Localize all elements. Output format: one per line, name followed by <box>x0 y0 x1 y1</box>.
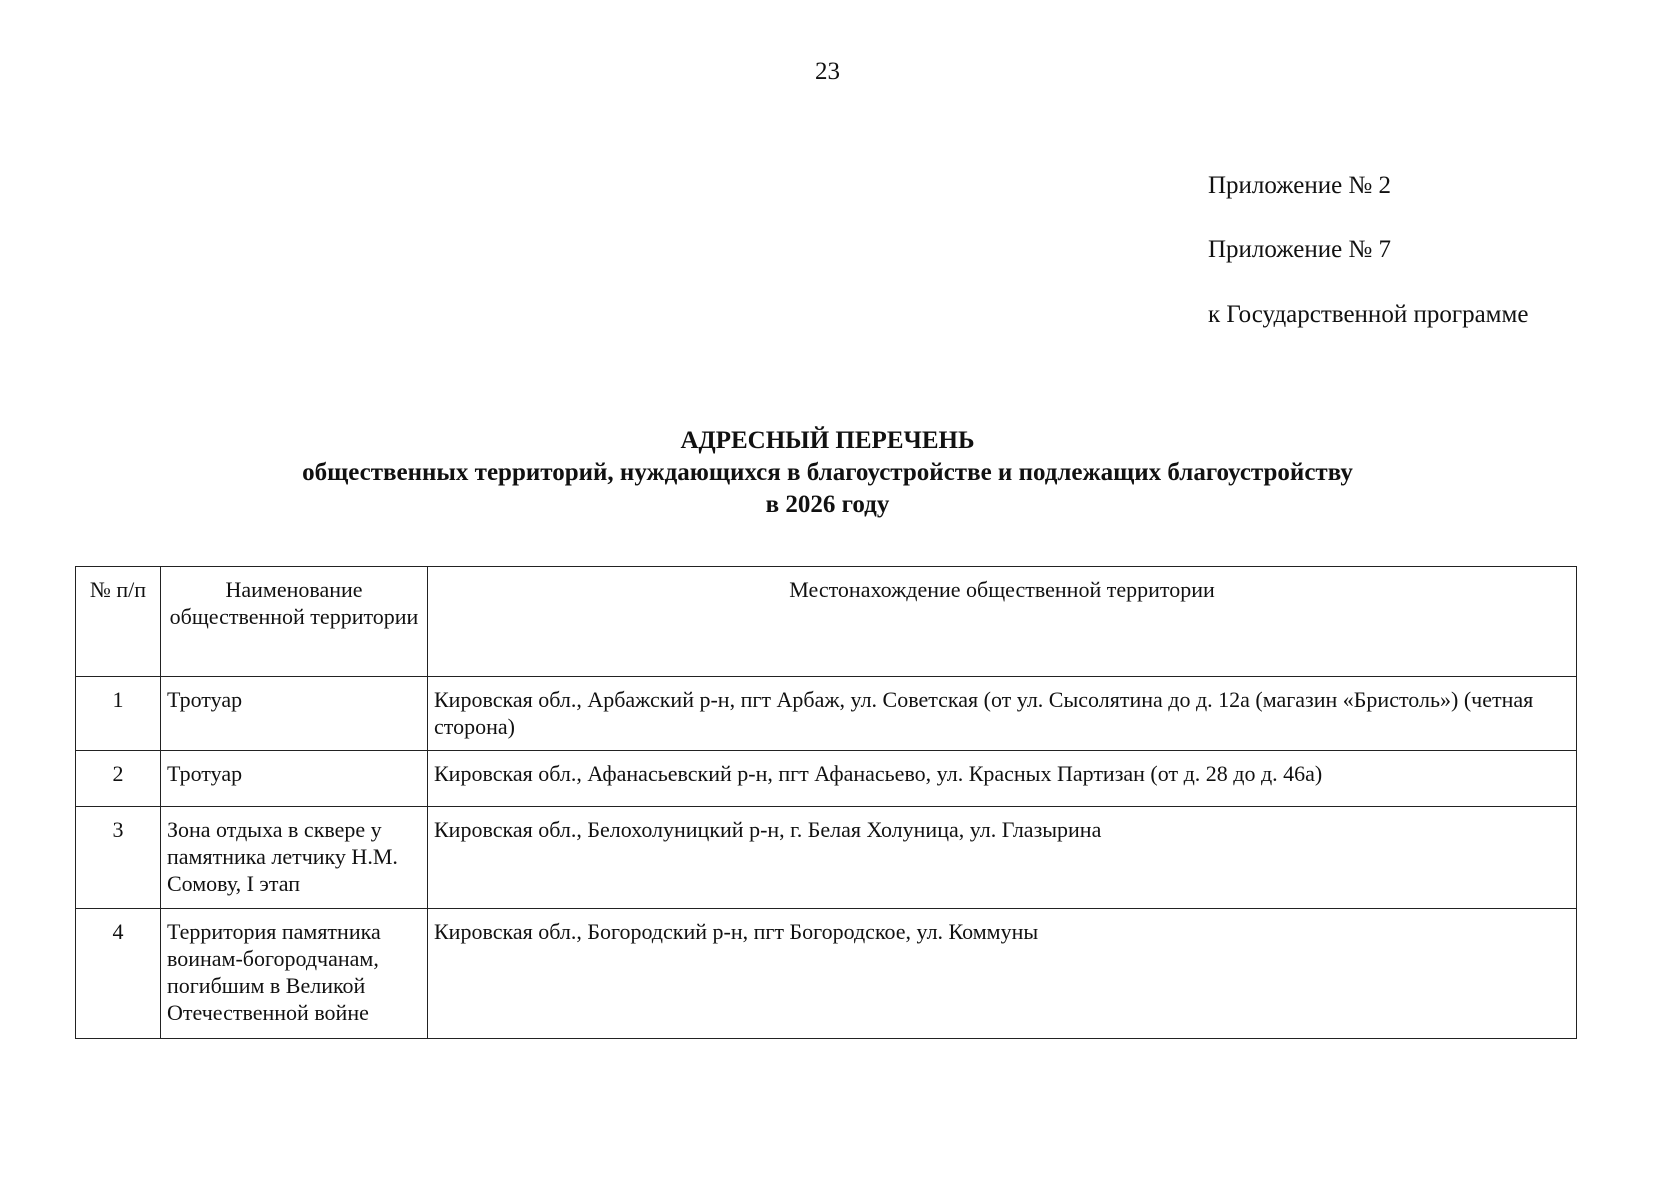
appendix-line-1: Приложение № 2 <box>1208 172 1392 199</box>
row-number: 3 <box>76 807 161 909</box>
header-name: Наименование общественной территории <box>161 567 428 677</box>
appendix-line-3: к Государственной программе <box>1208 301 1529 328</box>
title-subtitle-2: в 2026 году <box>765 491 890 518</box>
row-name: Тротуар <box>161 677 428 751</box>
table-row <box>76 909 1577 1039</box>
row-location: Кировская обл., Богородский р-н, пгт Богородское, ул. Коммуны <box>428 909 1577 1039</box>
row-location: Кировская обл., Афанасьевский р-н, пгт Афанасьево, ул. Красных Партизан (от д. 28 до д. 46а) <box>428 751 1577 807</box>
table-header-row <box>76 567 1577 677</box>
title-main: АДРЕСНЫЙ ПЕРЕЧЕНЬ <box>680 427 975 454</box>
table-row <box>76 751 1577 807</box>
row-name: Территория памятника воинам-богородчанам, погибшим в Великой Отечественной войне <box>161 909 428 1039</box>
table-row <box>76 807 1577 909</box>
appendix-line-2: Приложение № 7 <box>1208 236 1392 263</box>
row-number: 2 <box>76 751 161 807</box>
row-location: Кировская обл., Белохолуницкий р-н, г. Белая Холуница, ул. Глазырина <box>428 807 1577 909</box>
header-location: Местонахождение общественной территории <box>428 567 1577 677</box>
table-row <box>76 677 1577 751</box>
page-number: 23 <box>815 58 840 85</box>
document-title <box>0 425 1655 521</box>
row-number: 1 <box>76 677 161 751</box>
row-location: Кировская обл., Арбажский р-н, пгт Арбаж, ул. Советская (от ул. Сысолятина до д. 12а (магазин «Бристоль») (четная сторона) <box>428 677 1577 751</box>
header-number: № п/п <box>76 567 161 677</box>
title-subtitle-1: общественных территорий, нуждающихся в благоустройстве и подлежащих благоустройству <box>302 459 1353 486</box>
row-name: Зона отдыха в сквере у памятника летчику Н.М. Сомову, I этап <box>161 807 428 909</box>
row-name: Тротуар <box>161 751 428 807</box>
territory-table <box>75 566 1577 1039</box>
row-number: 4 <box>76 909 161 1039</box>
